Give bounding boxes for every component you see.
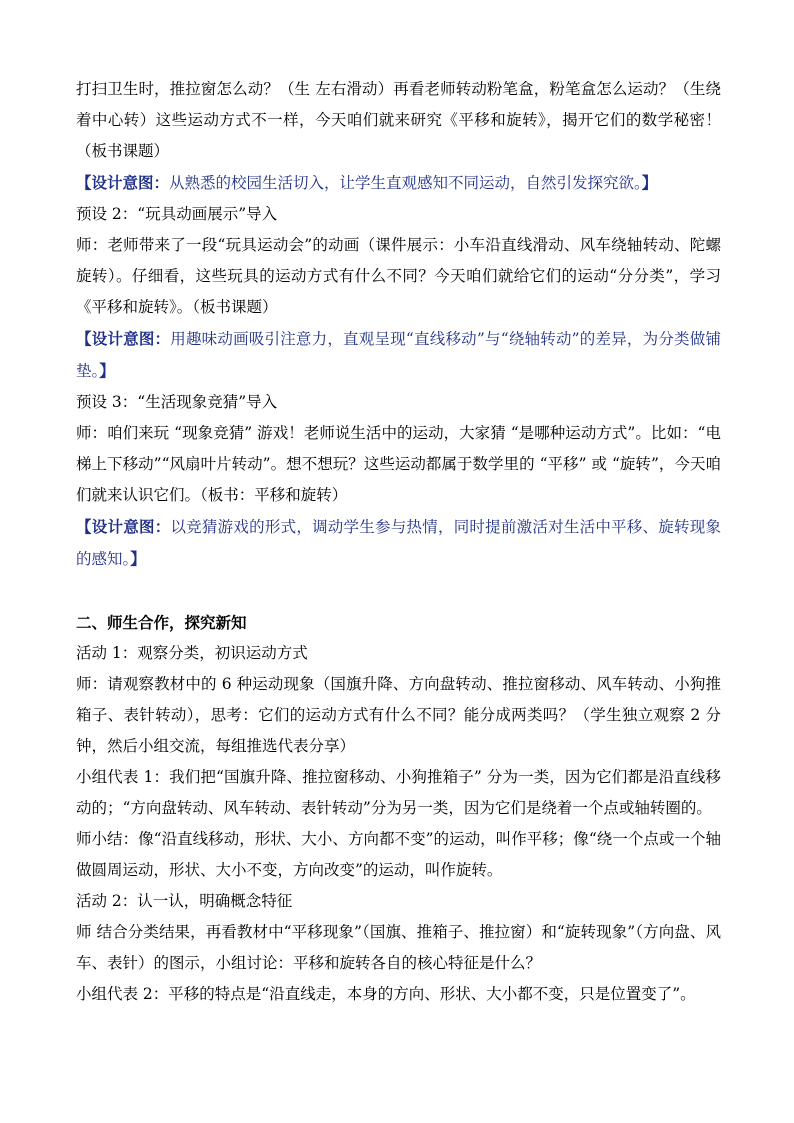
design-intent-text: 从熟悉的校园生活切入，让学生直观感知不同运动，自然引发探究欲。 bbox=[169, 174, 642, 192]
design-intent-text: 用趣味动画吸引注意力，直观呈现“直线移动”与“绕轴转动”的差异，为分类做铺垫。 bbox=[76, 330, 721, 380]
preset-2-title: 预设 2：“玩具动画展示”导入 bbox=[76, 205, 278, 223]
design-intent-label: 设计意图： bbox=[91, 329, 171, 348]
design-intent-text: 以竞猜游戏的形式，调动学生参与热情，同时提前激活对生活中平移、旋转现象的感知。 bbox=[76, 518, 721, 568]
design-intent-close-bracket: 】 bbox=[641, 173, 658, 192]
teacher-instruction-paragraph: 师：请观察教材中的 6 种运动现象（国旗升降、方向盘转动、推拉窗移动、风车转动、小狗推箱子、表针转动），思考：它们的运动方式有什么不同？能分成两类吗？（学生独立观察 2 分钟，然后小组交流，每组推选代表分享） bbox=[76, 675, 721, 755]
section-heading: 二、师生合作，探究新知 bbox=[76, 613, 247, 632]
preset-3-paragraph: 师：咱们来玩 “现象竞猜” 游戏！老师说生活中的运动，大家猜 “是哪种运动方式”。比如：“电梯上下移动”“风扇叶片转动”。想不想玩？这些运动都属于数学里的 “平移” 或 “旋转”，今天咱们就来认识它们。（板书：平移和旋转） bbox=[76, 424, 721, 504]
design-intent-open-bracket: 【 bbox=[76, 173, 92, 192]
design-intent-open-bracket: 【 bbox=[76, 517, 92, 536]
design-intent-close-bracket: 】 bbox=[130, 549, 146, 568]
design-intent-open-bracket: 【 bbox=[76, 329, 92, 348]
activity-2-title: 活动 2：认一认，明确概念特征 bbox=[76, 892, 293, 910]
activity-1-title: 活动 1：观察分类，初识运动方式 bbox=[76, 644, 308, 662]
design-intent-label: 设计意图： bbox=[91, 173, 170, 192]
design-intent-close-bracket: 】 bbox=[99, 361, 115, 380]
teacher-discussion-paragraph: 师 结合分类结果，再看教材中“平移现象”（国旗、推箱子、推拉窗）和“旋转现象”（方向盘、风车、表针）的图示，小组讨论：平移和旋转各自的核心特征是什么？ bbox=[76, 923, 721, 972]
intro-paragraph-1: 打扫卫生时，推拉窗怎么动？（生 左右滑动）再看老师转动粉笔盒，粉笔盒怎么运动？（生绕着中心转）这些运动方式不一样，今天咱们就来研究《平移和旋转》，揭开它们的数学秘密！（板书课题） bbox=[76, 80, 721, 160]
design-intent-2 bbox=[76, 323, 721, 387]
design-intent-3 bbox=[76, 511, 721, 575]
teacher-summary-paragraph: 师小结：像“沿直线移动，形状、大小、方向都不变”的运动，叫作平移；像“绕一个点或一个轴做圆周运动，形状、大小不变，方向改变”的运动，叫作旋转。 bbox=[76, 830, 721, 879]
document-page bbox=[76, 74, 721, 1010]
design-intent-1 bbox=[76, 167, 721, 199]
group-rep-1-paragraph: 小组代表 1：我们把“国旗升降、推拉窗移动、小狗推箱子” 分为一类，因为它们都是沿直线移动的；“方向盘转动、风车转动、表针转动”分为另一类，因为它们是绕着一个点或轴转圈的。 bbox=[76, 768, 721, 817]
group-rep-2-paragraph: 小组代表 2：平移的特点是“沿直线走，本身的方向、形状、大小都不变，只是位置变了”。 bbox=[76, 985, 696, 1003]
preset-3-title: 预设 3：“生活现象竞猜”导入 bbox=[76, 393, 278, 411]
design-intent-label: 设计意图： bbox=[91, 517, 171, 536]
preset-2-paragraph: 师：老师带来了一段“玩具运动会”的动画（课件展示：小车沿直线滑动、风车绕轴转动、陀螺旋转）。仔细看，这些玩具的运动方式有什么不同？今天咱们就给它们的运动“分分类”，学习《平移和旋转》。（板书课题） bbox=[76, 236, 721, 316]
